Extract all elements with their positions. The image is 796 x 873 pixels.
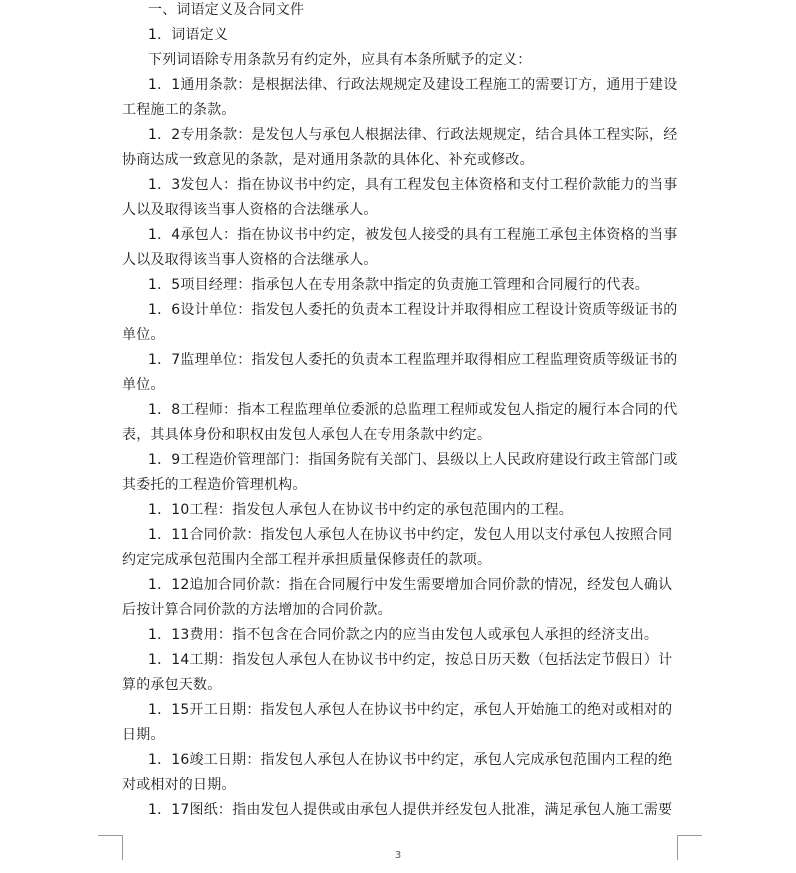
- clause-1-11-line-1: 1．11合同价款：指发包人承包人在协议书中约定，发包人用以支付承包人按照合同: [148, 527, 673, 543]
- clause-1-8-line-2: 表，其具体身份和职权由发包人承包人在专用条款中约定。: [122, 427, 492, 443]
- clause-1-9-line-1: 1．9工程造价管理部门：指国务院有关部门、县级以上人民政府建设行政主管部门或: [148, 452, 678, 468]
- clause-1-8-line-1: 1．8工程师：指本工程监理单位委派的总监理工程师或发包人指定的履行本合同的代: [148, 402, 678, 418]
- clause-1-2-line-2: 协商达成一致意见的条款，是对通用条款的具体化、补充或修改。: [122, 152, 534, 168]
- clause-1-13: 1．13费用：指不包含在合同价款之内的应当由发包人或承包人承担的经济支出。: [148, 627, 659, 643]
- clause-1-12-line-2: 后按计算合同价款的方法增加的合同价款。: [122, 602, 392, 618]
- clause-1-4-line-2: 人以及取得该当事人资格的合法继承人。: [122, 252, 378, 268]
- clause-1-6-line-1: 1．6设计单位：指发包人委托的负责本工程设计并取得相应工程设计资质等级证书的: [148, 302, 678, 318]
- clause-1-3-line-1: 1．3发包人：指在协议书中约定，具有工程发包主体资格和支付工程价款能力的当事: [148, 177, 678, 193]
- section-heading: 一、词语定义及合同文件: [148, 2, 305, 18]
- clause-1-15-line-1: 1．15开工日期：指发包人承包人在协议书中约定，承包人开始施工的绝对或相对的: [148, 702, 673, 718]
- clause-1-7-line-1: 1．7监理单位：指发包人委托的负责本工程监理并取得相应工程监理资质等级证书的: [148, 352, 678, 368]
- clause-1-2-line-1: 1．2专用条款：是发包人与承包人根据法律、行政法规规定，结合具体工程实际，经: [148, 127, 678, 143]
- clause-1-11-line-2: 约定完成承包范围内全部工程并承担质量保修责任的款项。: [122, 552, 492, 568]
- clause-1-15-line-2: 日期。: [122, 727, 165, 743]
- clause-1-1-line-1: 1．1通用条款：是根据法律、行政法规规定及建设工程施工的需要订方，通用于建设: [148, 77, 678, 93]
- clause-1-14-line-1: 1．14工期：指发包人承包人在协议书中约定，按总日历天数（包括法定节假日）计: [148, 652, 673, 668]
- clause-1-6-line-2: 单位。: [122, 327, 165, 343]
- clause-1-3-line-2: 人以及取得该当事人资格的合法继承人。: [122, 202, 378, 218]
- clause-1-10: 1．10工程：指发包人承包人在协议书中约定的承包范围内的工程。: [148, 502, 573, 518]
- clause-1-16-line-2: 对或相对的日期。: [122, 777, 236, 793]
- clause-1-17-line-1: 1．17图纸：指由发包人提供或由承包人提供并经发包人批准，满足承包人施工需要: [148, 802, 673, 818]
- intro-paragraph: 下列词语除专用条款另有约定外，应具有本条所赋予的定义：: [148, 52, 532, 68]
- clause-1-7-line-2: 单位。: [122, 377, 165, 393]
- clause-1-9-line-2: 其委托的工程造价管理机构。: [122, 477, 307, 493]
- clause-1-14-line-2: 算的承包天数。: [122, 677, 222, 693]
- clause-1-12-line-1: 1．12追加合同价款：指在合同履行中发生需要增加合同价款的情况，经发包人确认: [148, 577, 673, 593]
- page-number: 3: [394, 850, 402, 861]
- clause-1-4-line-1: 1．4承包人：指在协议书中约定，被发包人接受的具有工程施工承包主体资格的当事: [148, 227, 678, 243]
- clause-1-5: 1．5项目经理：指承包人在专用条款中指定的负责施工管理和合同履行的代表。: [148, 277, 650, 293]
- clause-1-16-line-1: 1．16竣工日期：指发包人承包人在协议书中约定，承包人完成承包范围内工程的绝: [148, 752, 673, 768]
- subsection-heading: 1．词语定义: [148, 27, 229, 43]
- clause-1-1-line-2: 工程施工的条款。: [122, 102, 236, 118]
